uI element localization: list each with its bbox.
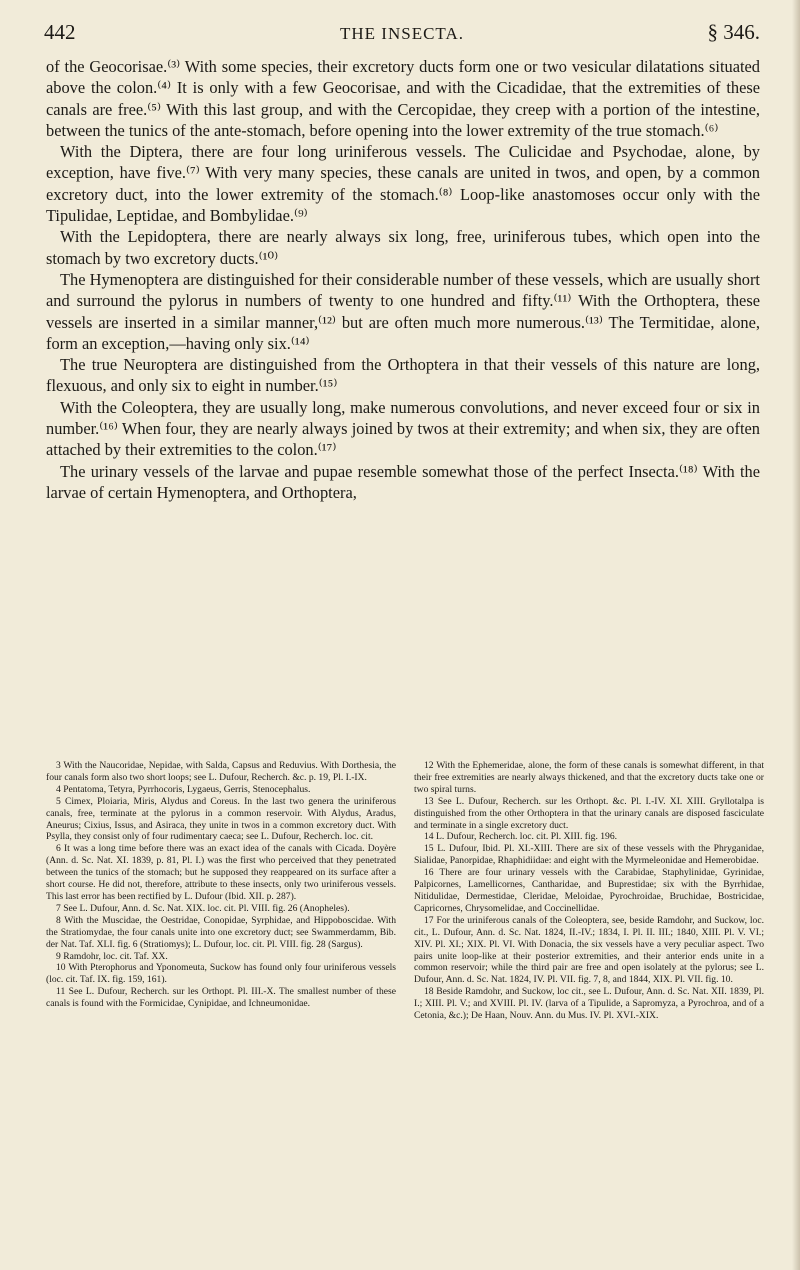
footnote: 7 See L. Dufour, Ann. d. Sc. Nat. XIX. loc. cit. Pl. VIII. fig. 26 (Anopheles). — [56, 902, 350, 914]
footnote: 18 Beside Ramdohr, and Suckow, loc cit., see L. Dufour, Ann. d. Sc. Nat. XII. 1839, Pl. I.; XIII. Pl. V.; and XVIII. Pl. IV. (larva of a Tipulide, a Sapromyza, a Pyrochroa, and of a Cetonia, &c.); De Haan, Nouv. Ann. du Mus. IV. Pl. XVI.-XIX. — [414, 986, 764, 1022]
running-title: THE INSECTA. — [340, 24, 464, 43]
footnote: 13 See L. Dufour, Recherch. sur les Orthopt. &c. Pl. I.-IV. XI. XIII. Gryllotalpa is distinguished from the other Orthoptera in that the urinary canals are disposed fasciculate and terminate in a single excretory duct. — [414, 795, 764, 831]
footnote: 15 L. Dufour, Ibid. Pl. XI.-XIII. There are six of these vessels with the Phryganidae, Sialidae, Panorpidae, Rhaphidiidae: and eight with the Myrmeleonidae and Hemerobidae. — [414, 843, 764, 867]
footnotes-right-column — [414, 760, 764, 1260]
footnote: 9 Ramdohr, loc. cit. Taf. XX. — [56, 950, 168, 962]
footnote: 16 There are four urinary vessels with the Carabidae, Staphylinidae, Gyrinidae, Palpicornes, Lamellicornes, Cantharidae, and Buprestidae; six with the Byrrhidae, Nitidulidae, Dermestidae, Cleridae, Meloidae, Pyrochroidae, Bruchidae, Bostricidae, Capricornes, Chrysomelidae, and Coccinellidae. — [414, 867, 764, 914]
footnote: 4 Pentatoma, Tetyra, Pyrrhocoris, Lygaeus, Gerris, Stenocephalus. — [56, 783, 311, 795]
section-number: § 346. — [707, 20, 760, 44]
footnotes — [46, 760, 764, 1260]
footnote: 6 It was a long time before there was an exact idea of the canals with Cicada. Doyère (Ann. d. Sc. Nat. XI. 1839, p. 81, Pl. I.) was the first who perceived that they penetrated between the tunics of the stomach; but he supposed they reappeared on its surface after a short course. He did not, therefore, attribute to these insects, only two uriniferous vessels. This last error has been rectified by L. Dufour (Ibid. XII. p. 287). — [46, 843, 396, 902]
paragraph: With the Lepidoptera, there are nearly always six long, free, uriniferous tubes, which open into the stomach by two excretory ducts.⁽¹⁰⁾ — [46, 227, 760, 268]
paragraph: With the Coleoptera, they are usually long, make numerous convolutions, and never exceed four or six in number.⁽¹⁶⁾ When four, they are nearly always joined by twos at their extremity; and when six, they are often attached by their extremities to the colon.⁽¹⁷⁾ — [46, 397, 760, 460]
running-header — [44, 4, 760, 44]
paragraph: The urinary vessels of the larvae and pupae resemble somewhat those of the perfect Insecta.⁽¹⁸⁾ With the larvae of certain Hymenoptera, and Orthoptera, — [46, 461, 760, 502]
footnote: 5 Cimex, Ploiaria, Miris, Alydus and Coreus. In the last two genera the uriniferous canals, free, terminate at the pylorus in a common reservoir. With Alydus, Aradus, Aneurus; Cixius, Issus, and Asiraca, they unite in twos in a common excretory duct. With Psylla, they consist only of four rudimentary caeca; see L. Dufour, Recherch. loc. cit. — [46, 795, 396, 843]
page-edge-shadow — [792, 0, 800, 1270]
page-number: 442 — [44, 20, 76, 44]
footnote: 10 With Pterophorus and Yponomeuta, Suckow has found only four uriniferous vessels (loc. cit. Taf. IX. fig. 159, 161). — [46, 962, 396, 986]
footnote: 14 L. Dufour, Recherch. loc. cit. Pl. XIII. fig. 196. — [424, 831, 618, 843]
paragraph: The true Neuroptera are distinguished from the Orthoptera in that their vessels of this nature are long, flexuous, and only six to eight in number.⁽¹⁵⁾ — [46, 355, 760, 396]
footnotes-left-column — [46, 760, 396, 1260]
footnote: 8 With the Muscidae, the Oestridae, Conopidae, Syrphidae, and Hippoboscidae. With the Stratiomydae, the four canals unite into one excretory duct; see Swammerdamm, Bib. der Nat. Taf. XLI. fig. 6 (Stratiomys); L. Dufour, loc. cit. Pl. VIII. fig. 28 (Sargus). — [46, 914, 396, 950]
footnote: 12 With the Ephemeridae, alone, the form of these canals is somewhat different, in that their free extremities are nearly always thickened, and that the excretory ducts take one or two spiral turns. — [414, 760, 764, 795]
footnote: 3 With the Naucoridae, Nepidae, with Salda, Capsus and Reduvius. With Dorthesia, the four canals form also two short loops; see L. Dufour, Recherch. &c. p. 19, Pl. I.-IX. — [46, 760, 396, 783]
paragraph: With the Diptera, there are four long uriniferous vessels. The Culicidae and Psychodae, alone, by exception, have five.⁽⁷⁾ With very many species, these canals are united in twos, and open, by a common excretory duct, into the lower extremity of the stomach.⁽⁸⁾ Loop-like anastomoses occur only with the Tipulidae, Leptidae, and Bombylidae.⁽⁹⁾ — [46, 142, 760, 226]
footnote: 17 For the uriniferous canals of the Coleoptera, see, beside Ramdohr, and Suckow, loc. cit., L. Dufour, Ann. d. Sc. Nat. 1824, II.-IV.; 1834, I. Pl. II. III.; 1840, XIII. Pl. V. VI.; XIV. Pl. XI.; XIX. Pl. VI. With Donacia, the six vessels have a very peculiar aspect. Two pairs unite loop-like at their posterior extremities, and their anterior ends unite in a common reservoir; while the third pair are free and open isolately at the pylorus; see L. Dufour, Ann. d. Sc. Nat. 1824, IV. Pl. VII. fig. 7, 8, and 1844, XIX. Pl. VII. fig. 10. — [414, 914, 764, 986]
paragraph: of the Geocorisae.⁽³⁾ With some species, their excretory ducts form one or two vesicular dilatations situated above the colon.⁽⁴⁾ It is only with a few Geocorisae, and with the Cicadidae, that the extremities of these canals are free.⁽⁵⁾ With this last group, and with the Cercopidae, they creep with a portion of the intestine, between the tunics of the ante-stomach, before opening into the lower extremity of the true stomach.⁽⁶⁾ — [46, 57, 760, 140]
footnote: 11 See L. Dufour, Recherch. sur les Orthopt. Pl. III.-X. The smallest number of these canals is found with the Formicidae, Cynipidae, and Ichneumonidae. — [46, 986, 396, 1010]
paragraph: The Hymenoptera are distinguished for their considerable number of these vessels, which are usually short and surround the pylorus in numbers of twenty to one hundred and fifty.⁽¹¹⁾ With the Orthoptera, these vessels are inserted in a similar manner,⁽¹²⁾ but are often much more numerous.⁽¹³⁾ The Termitidae, alone, form an exception,—having only six.⁽¹⁴⁾ — [46, 269, 760, 353]
main-text — [46, 56, 760, 503]
